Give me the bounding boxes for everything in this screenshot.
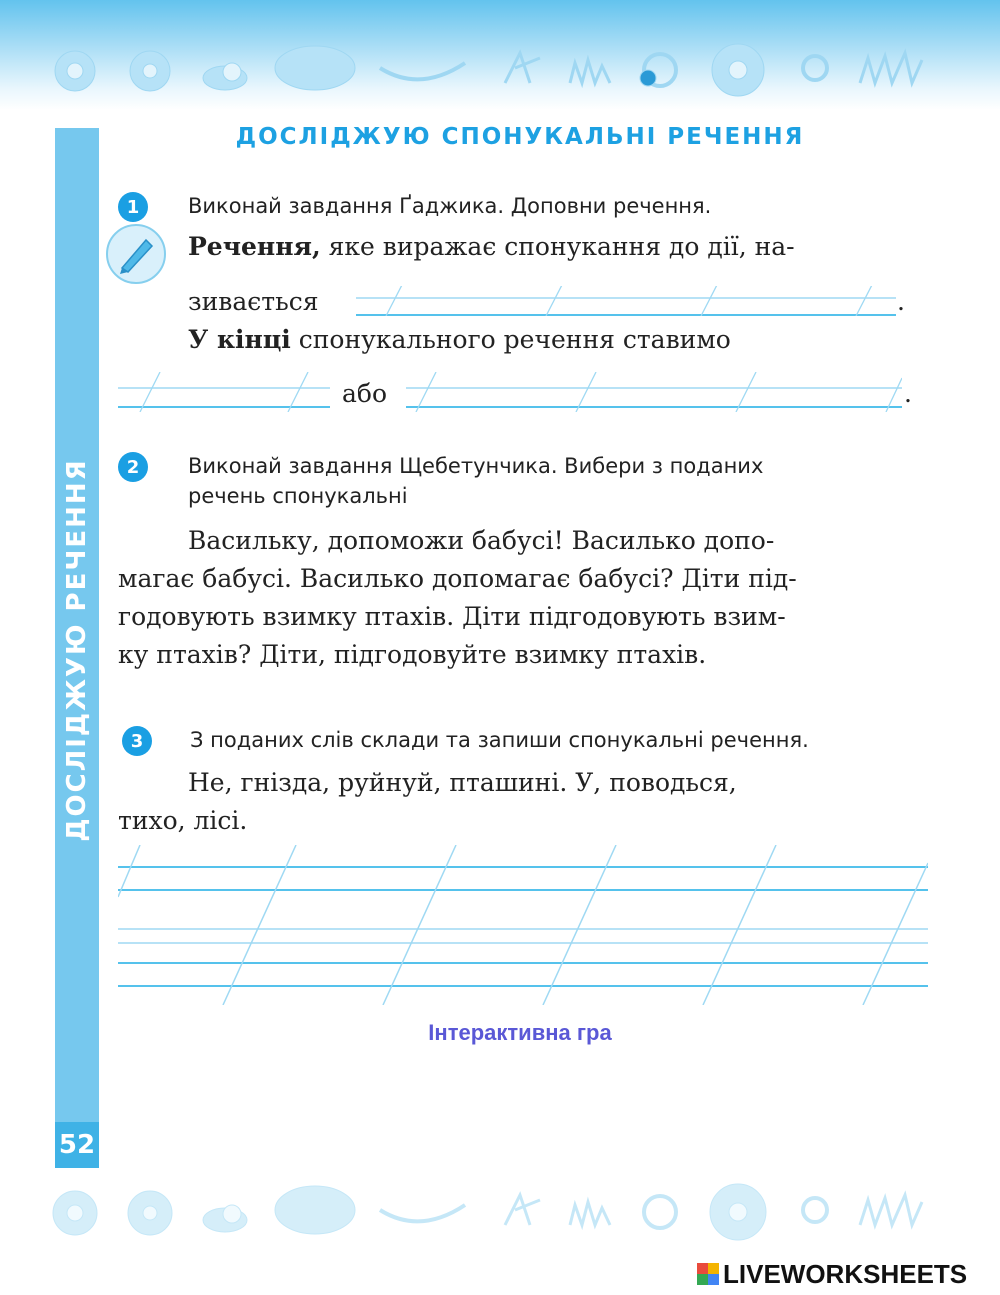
side-title: ДОСЛІДЖУЮ РЕЧЕННЯ [62, 458, 92, 842]
task1-blank-name[interactable] [356, 286, 896, 316]
task1-bold-phrase: У кінці [188, 325, 291, 354]
task3-answer-area[interactable] [118, 845, 928, 1005]
task2-text-line[interactable]: магає бабусі. Василько допомагає бабусі? Діти під- [118, 564, 797, 593]
task2-instruction-line1: Виконай завдання Щебетунчика. Вибери з поданих [188, 454, 764, 478]
brand-name: LIVEWORKSHEETS [723, 1258, 968, 1289]
task1-blank-mark2[interactable] [406, 378, 902, 408]
task1-line2-period: . [897, 287, 905, 316]
task3-instruction: З поданих слів склади та запиши спонукальні речення. [190, 728, 809, 752]
page-title: ДОСЛІДЖУЮ СПОНУКАЛЬНІ РЕЧЕННЯ [235, 124, 805, 150]
task2-instruction-line2: речень спонукальні [188, 484, 408, 508]
task1-line3-text: спонукального речення ставимо [290, 325, 731, 354]
task1-number: 1 [118, 192, 148, 222]
task3-text-line: тихо, лісі. [118, 806, 248, 835]
interactive-game-link[interactable]: Інтерактивна гра [428, 1020, 612, 1045]
task2-number: 2 [118, 452, 148, 482]
task3-text [118, 764, 926, 840]
task1-line4-period: . [904, 379, 912, 408]
task2-text-line[interactable]: Васильку, допоможи бабусі! Василько допо- [188, 526, 775, 555]
page-number: 52 [55, 1122, 99, 1168]
liveworksheets-logo [697, 1259, 967, 1289]
pen-icon [106, 224, 166, 284]
task1-blank-mark1[interactable] [118, 378, 330, 408]
task3-number: 3 [122, 726, 152, 756]
task1-sentence-line3 [188, 324, 926, 356]
task2-text-line[interactable]: ку птахів? Діти, підгодовуйте взимку птахів. [118, 640, 707, 669]
task1-or-word: або [342, 379, 388, 408]
brand-logo-icon [697, 1263, 719, 1285]
task1-sentence-line1 [188, 231, 795, 263]
top-ornament-row [0, 38, 1000, 108]
task1-instruction: Виконай завдання Ґаджика. Доповни речення. [188, 194, 712, 218]
task1-bold-term: Речення, [188, 232, 321, 261]
task1-line1-text: яке виражає спонукання до дії, на- [320, 232, 795, 261]
task2-text-line[interactable]: годовують взимку птахів. Діти підгодовують взим- [118, 602, 786, 631]
task2-text[interactable] [118, 522, 926, 674]
bottom-ornament-row [0, 1180, 1000, 1250]
task3-text-line: Не, гнізда, руйнуй, пташині. У, поводься, [188, 768, 737, 797]
task1-line2-start: зивається [188, 287, 319, 316]
